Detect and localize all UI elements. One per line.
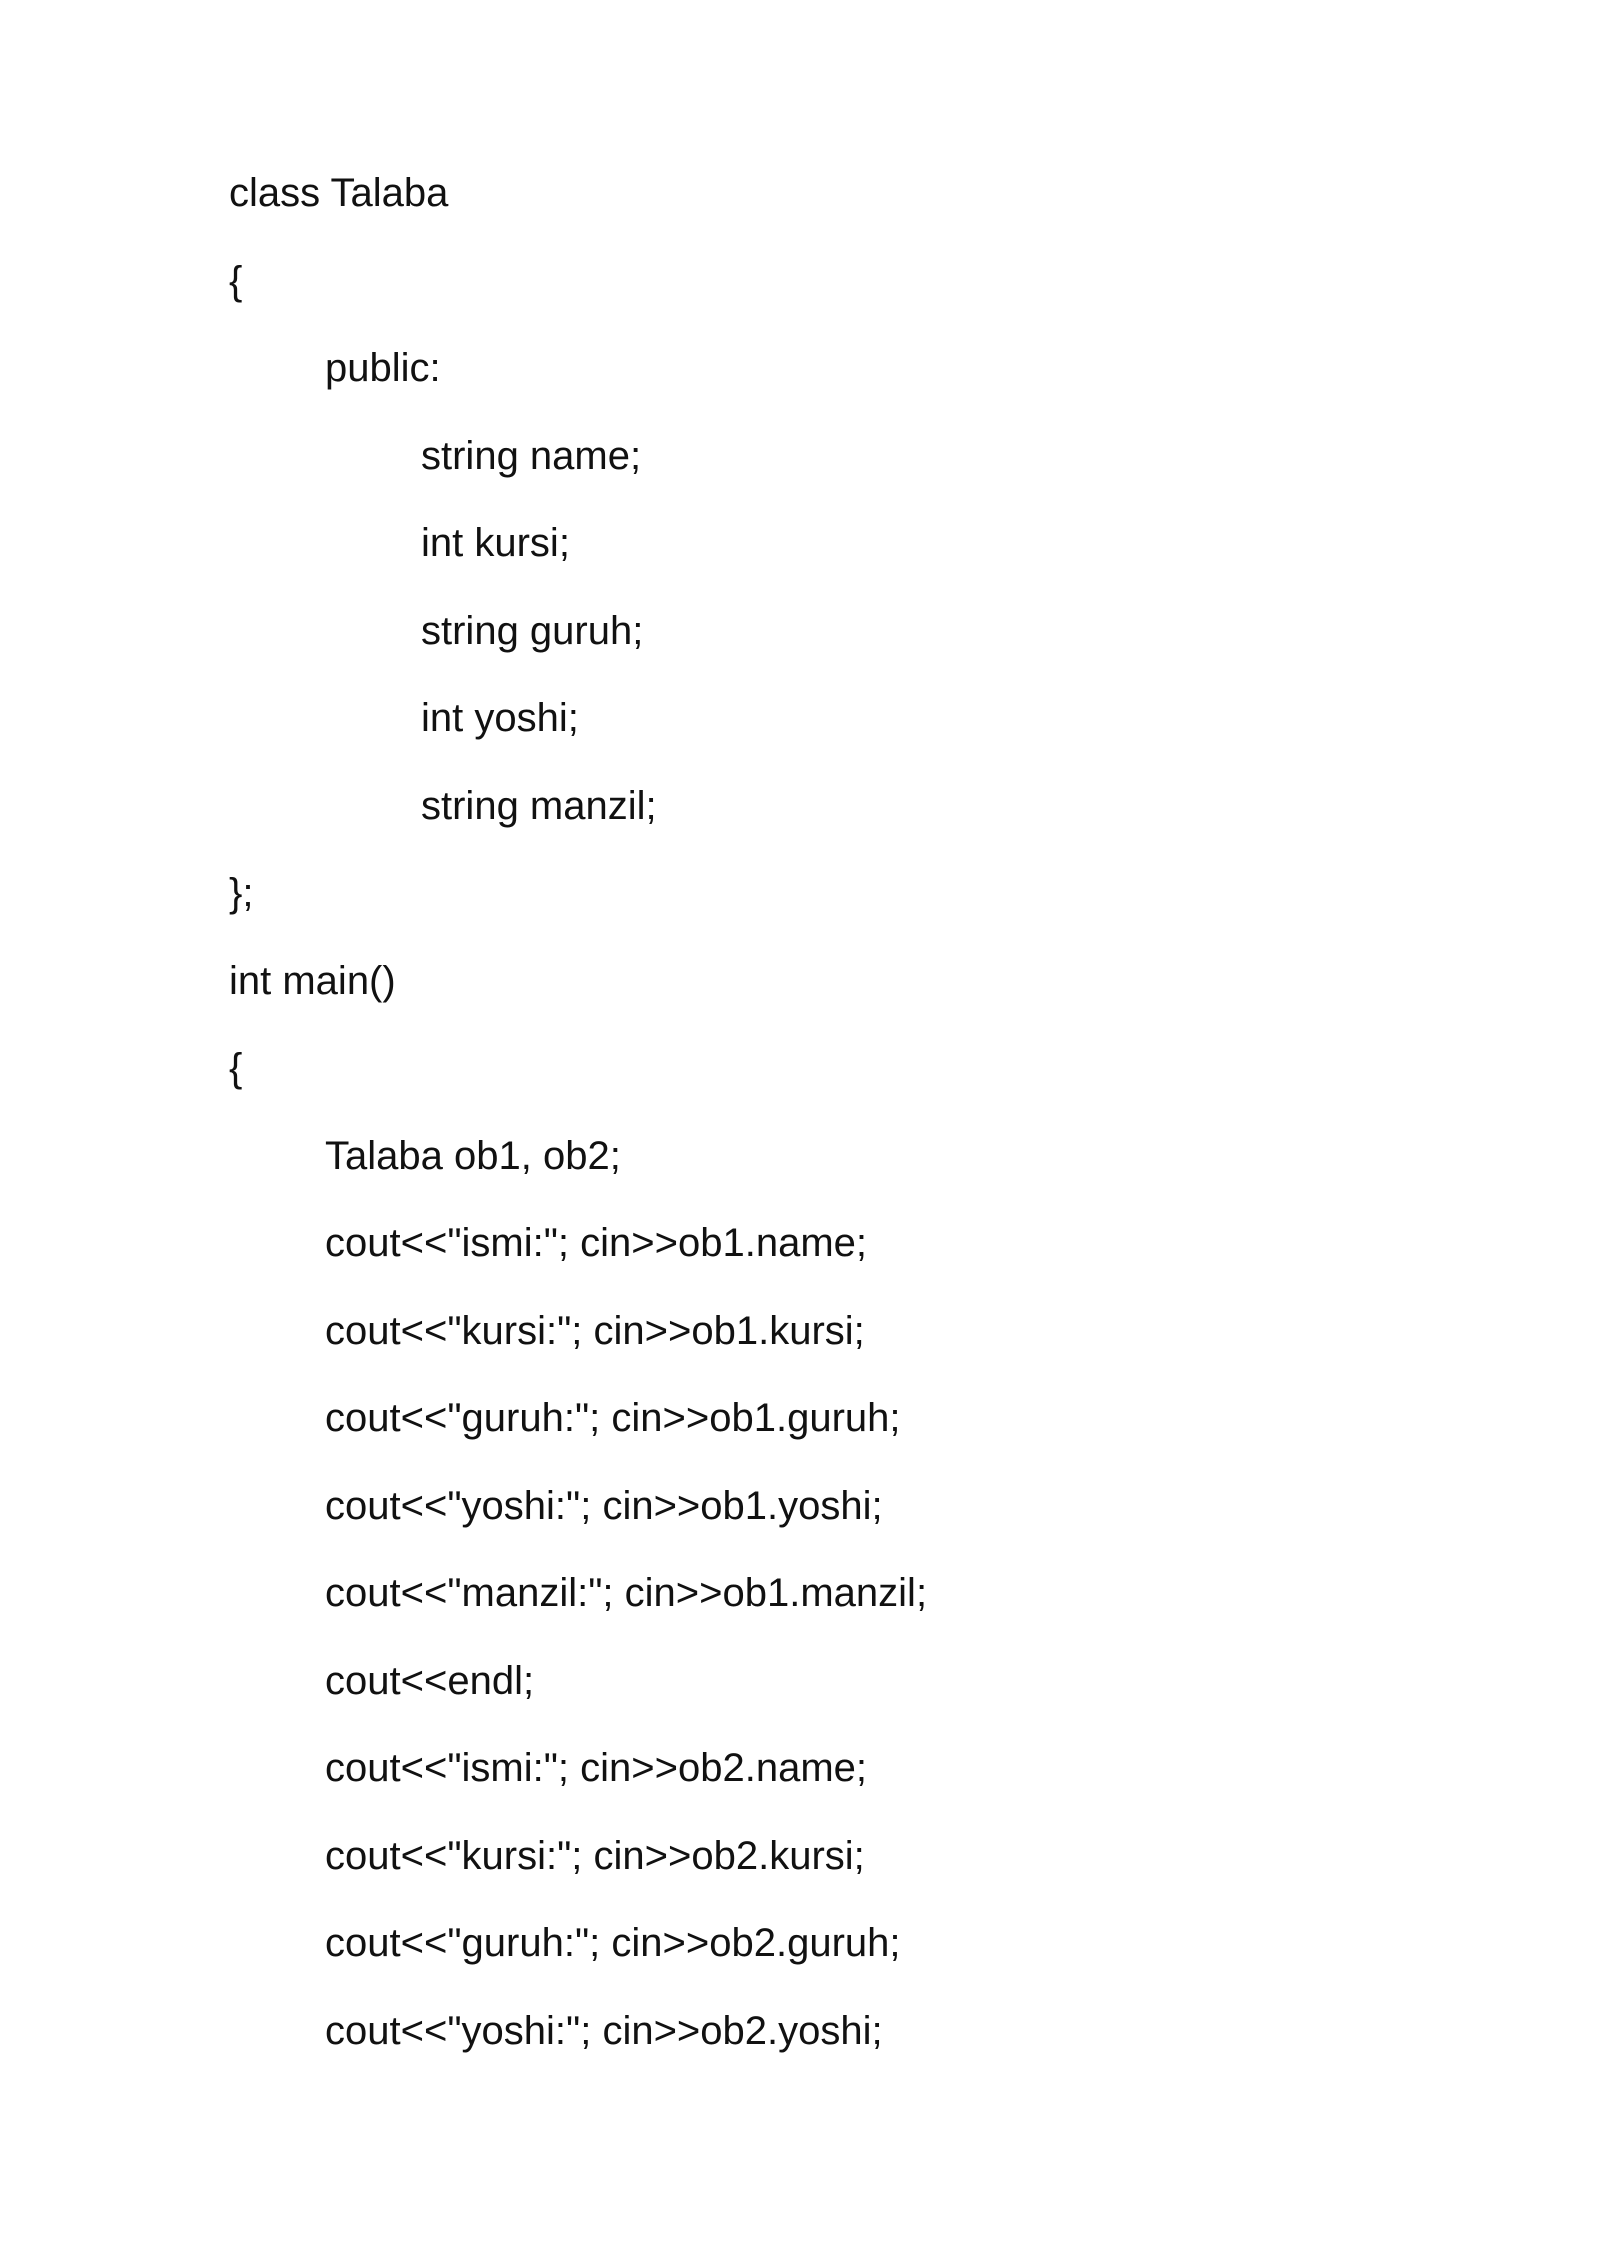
code-line-class-close-brace: };: [229, 871, 254, 915]
code-line-ob2-name-input: cout<<"ismi:"; cin>>ob2.name;: [325, 1746, 868, 1790]
code-line-field-guruh: string guruh;: [421, 608, 644, 653]
code-line-field-name: string name;: [421, 433, 642, 478]
code-line-class-open-brace: {: [229, 258, 243, 303]
code-line-public-specifier: public:: [325, 346, 441, 390]
code-line-field-yoshi: int yoshi;: [421, 696, 579, 740]
code-line-ob1-name-input: cout<<"ismi:"; cin>>ob1.name;: [325, 1221, 868, 1265]
code-line-ob1-guruh-input: cout<<"guruh:"; cin>>ob1.guruh;: [325, 1396, 901, 1440]
code-line-ob2-yoshi-input: cout<<"yoshi:"; cin>>ob2.yoshi;: [325, 2008, 883, 2053]
code-line-field-kursi: int kursi;: [421, 521, 570, 565]
code-line-object-declaration: Talaba ob1, ob2;: [325, 1133, 621, 1178]
code-line-ob1-yoshi-input: cout<<"yoshi:"; cin>>ob1.yoshi;: [325, 1483, 883, 1528]
code-line-ob1-kursi-input: cout<<"kursi:"; cin>>ob1.kursi;: [325, 1308, 865, 1353]
code-line-ob2-guruh-input: cout<<"guruh:"; cin>>ob2.guruh;: [325, 1921, 901, 1965]
code-line-endl: cout<<endl;: [325, 1658, 535, 1703]
code-line-main-signature: int main(): [229, 958, 396, 1003]
code-line-field-manzil: string manzil;: [421, 783, 657, 828]
code-line-main-open-brace: {: [229, 1046, 243, 1090]
code-listing: [229, 150, 1429, 2075]
code-line-ob1-manzil-input: cout<<"manzil:"; cin>>ob1.manzil;: [325, 1571, 928, 1615]
code-line-ob2-kursi-input: cout<<"kursi:"; cin>>ob2.kursi;: [325, 1833, 865, 1878]
code-line-class-declaration: class Talaba: [229, 171, 449, 215]
